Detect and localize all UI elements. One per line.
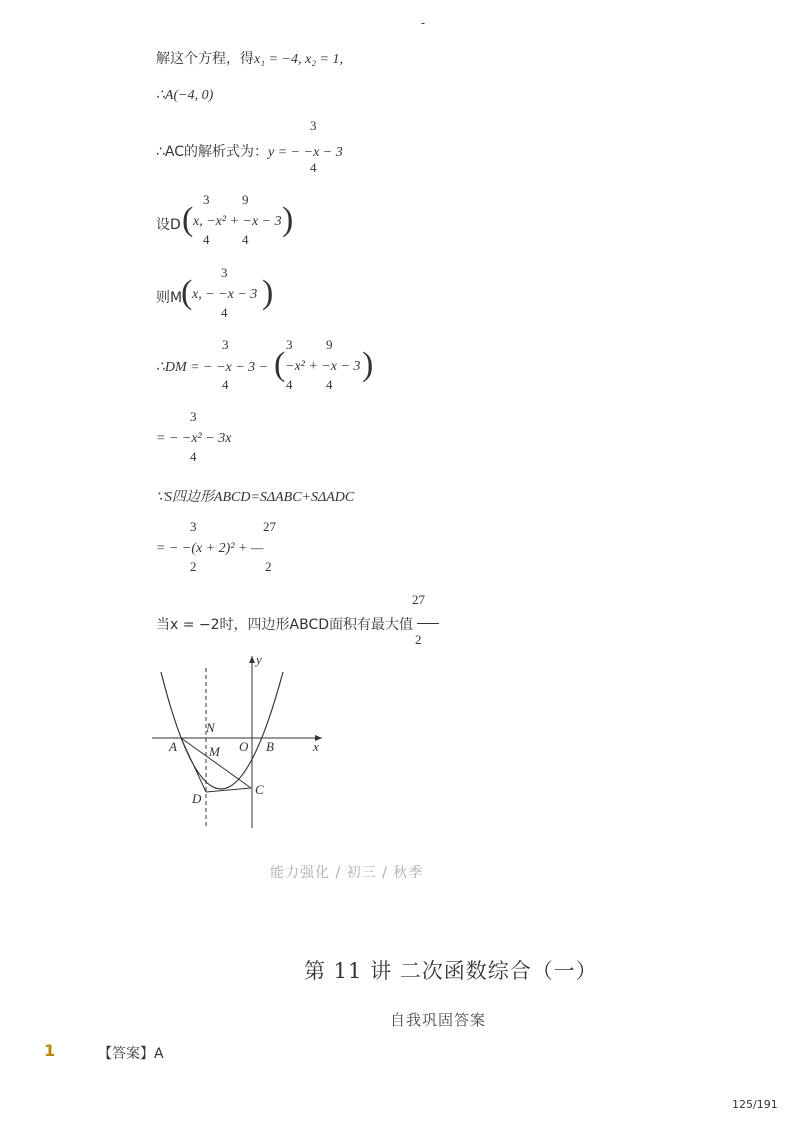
solution-text: ∴AC的解析式为： xyxy=(156,144,269,160)
fraction-numerator: 3 xyxy=(310,118,317,133)
solution-line-10: 当x = −2时，四边形ABCD面积有最大值 xyxy=(156,617,414,633)
solution-line-4 xyxy=(156,214,181,234)
solution-line-8: ∵S四边形ABCD=SΔABC+SΔADC xyxy=(156,490,355,505)
segment-AD xyxy=(181,738,206,792)
fraction-numerator: 3 xyxy=(286,337,293,352)
label-y: y xyxy=(256,652,262,667)
fraction-denominator: 4 xyxy=(326,377,333,392)
solution-math: x₁ = −4, x₂ = 1, xyxy=(254,52,344,67)
solution-line-3 xyxy=(156,141,343,161)
label-x: x xyxy=(313,739,319,754)
question-answer: 【答案】A xyxy=(98,1046,164,1062)
label-M: M xyxy=(209,744,220,759)
right-paren: ) xyxy=(282,201,294,238)
solution-math: −x² + −x − 3 xyxy=(285,359,361,374)
right-paren: ) xyxy=(362,346,374,383)
fraction-numerator: 9 xyxy=(242,192,249,207)
label-C: C xyxy=(255,782,264,797)
left-paren: ( xyxy=(274,346,286,383)
solution-math: x, − −x − 3 xyxy=(192,287,258,302)
fraction-bar xyxy=(417,623,439,624)
solution-line-1 xyxy=(156,48,343,68)
fraction-numerator: 3 xyxy=(222,337,229,352)
course-footer: 能力强化 / 初三 / 秋季 xyxy=(270,865,424,881)
fraction-denominator: 4 xyxy=(310,160,317,175)
solution-text: 解这个方程，得 xyxy=(156,51,254,67)
fraction-numerator: 3 xyxy=(221,265,228,280)
solution-line-5 xyxy=(156,287,182,307)
fraction-numerator: 3 xyxy=(190,519,197,534)
left-paren: ( xyxy=(182,201,194,238)
fraction-denominator: 4 xyxy=(190,449,197,464)
fraction-numerator: 9 xyxy=(326,337,333,352)
page-number: 125/191 xyxy=(732,1098,778,1111)
solution-line-7: = − −x² − 3x xyxy=(156,431,232,446)
question-number: 1 xyxy=(44,1041,56,1060)
label-D: D xyxy=(192,791,202,806)
solution-line-9: = − −(x + 2)² + — xyxy=(156,541,264,556)
solution-text: 设D xyxy=(156,217,181,233)
fraction-denominator: 2 xyxy=(190,559,197,574)
solution-line-6: ∴DM = − −x − 3 − xyxy=(156,360,269,375)
fraction-denominator: 2 xyxy=(265,559,272,574)
left-paren: ( xyxy=(181,274,193,311)
fraction-numerator: 3 xyxy=(190,409,197,424)
label-O: O xyxy=(239,739,249,754)
fraction-numerator: 27 xyxy=(263,519,276,534)
label-B: B xyxy=(266,739,274,754)
right-paren: ) xyxy=(262,274,274,311)
fraction-denominator: 4 xyxy=(221,305,228,320)
fraction-denominator: 4 xyxy=(222,377,229,392)
segment-DC xyxy=(206,788,251,792)
fraction-denominator: 4 xyxy=(286,377,293,392)
solution-text: 则M xyxy=(156,290,183,306)
fraction-numerator: 3 xyxy=(203,192,210,207)
lecture-title: 第 11 讲 二次函数综合（一） xyxy=(304,959,598,983)
solution-math: x, −x² + −x − 3 xyxy=(193,214,282,229)
parabola-curve xyxy=(161,672,283,789)
solution-line-2: ∴A(−4, 0) xyxy=(156,88,214,103)
fraction-denominator: 4 xyxy=(203,232,210,247)
label-N: N xyxy=(206,720,215,735)
label-A: A xyxy=(169,739,177,754)
top-mark: - xyxy=(421,16,426,30)
parabola-figure xyxy=(150,648,330,834)
fraction-denominator: 4 xyxy=(242,232,249,247)
section-title: 自我巩固答案 xyxy=(390,1011,487,1029)
solution-math: y = − −x − 3 xyxy=(268,145,343,160)
y-axis-arrow xyxy=(249,656,255,663)
fraction-denominator: 2 xyxy=(415,632,422,647)
fraction-numerator: 27 xyxy=(412,592,425,607)
